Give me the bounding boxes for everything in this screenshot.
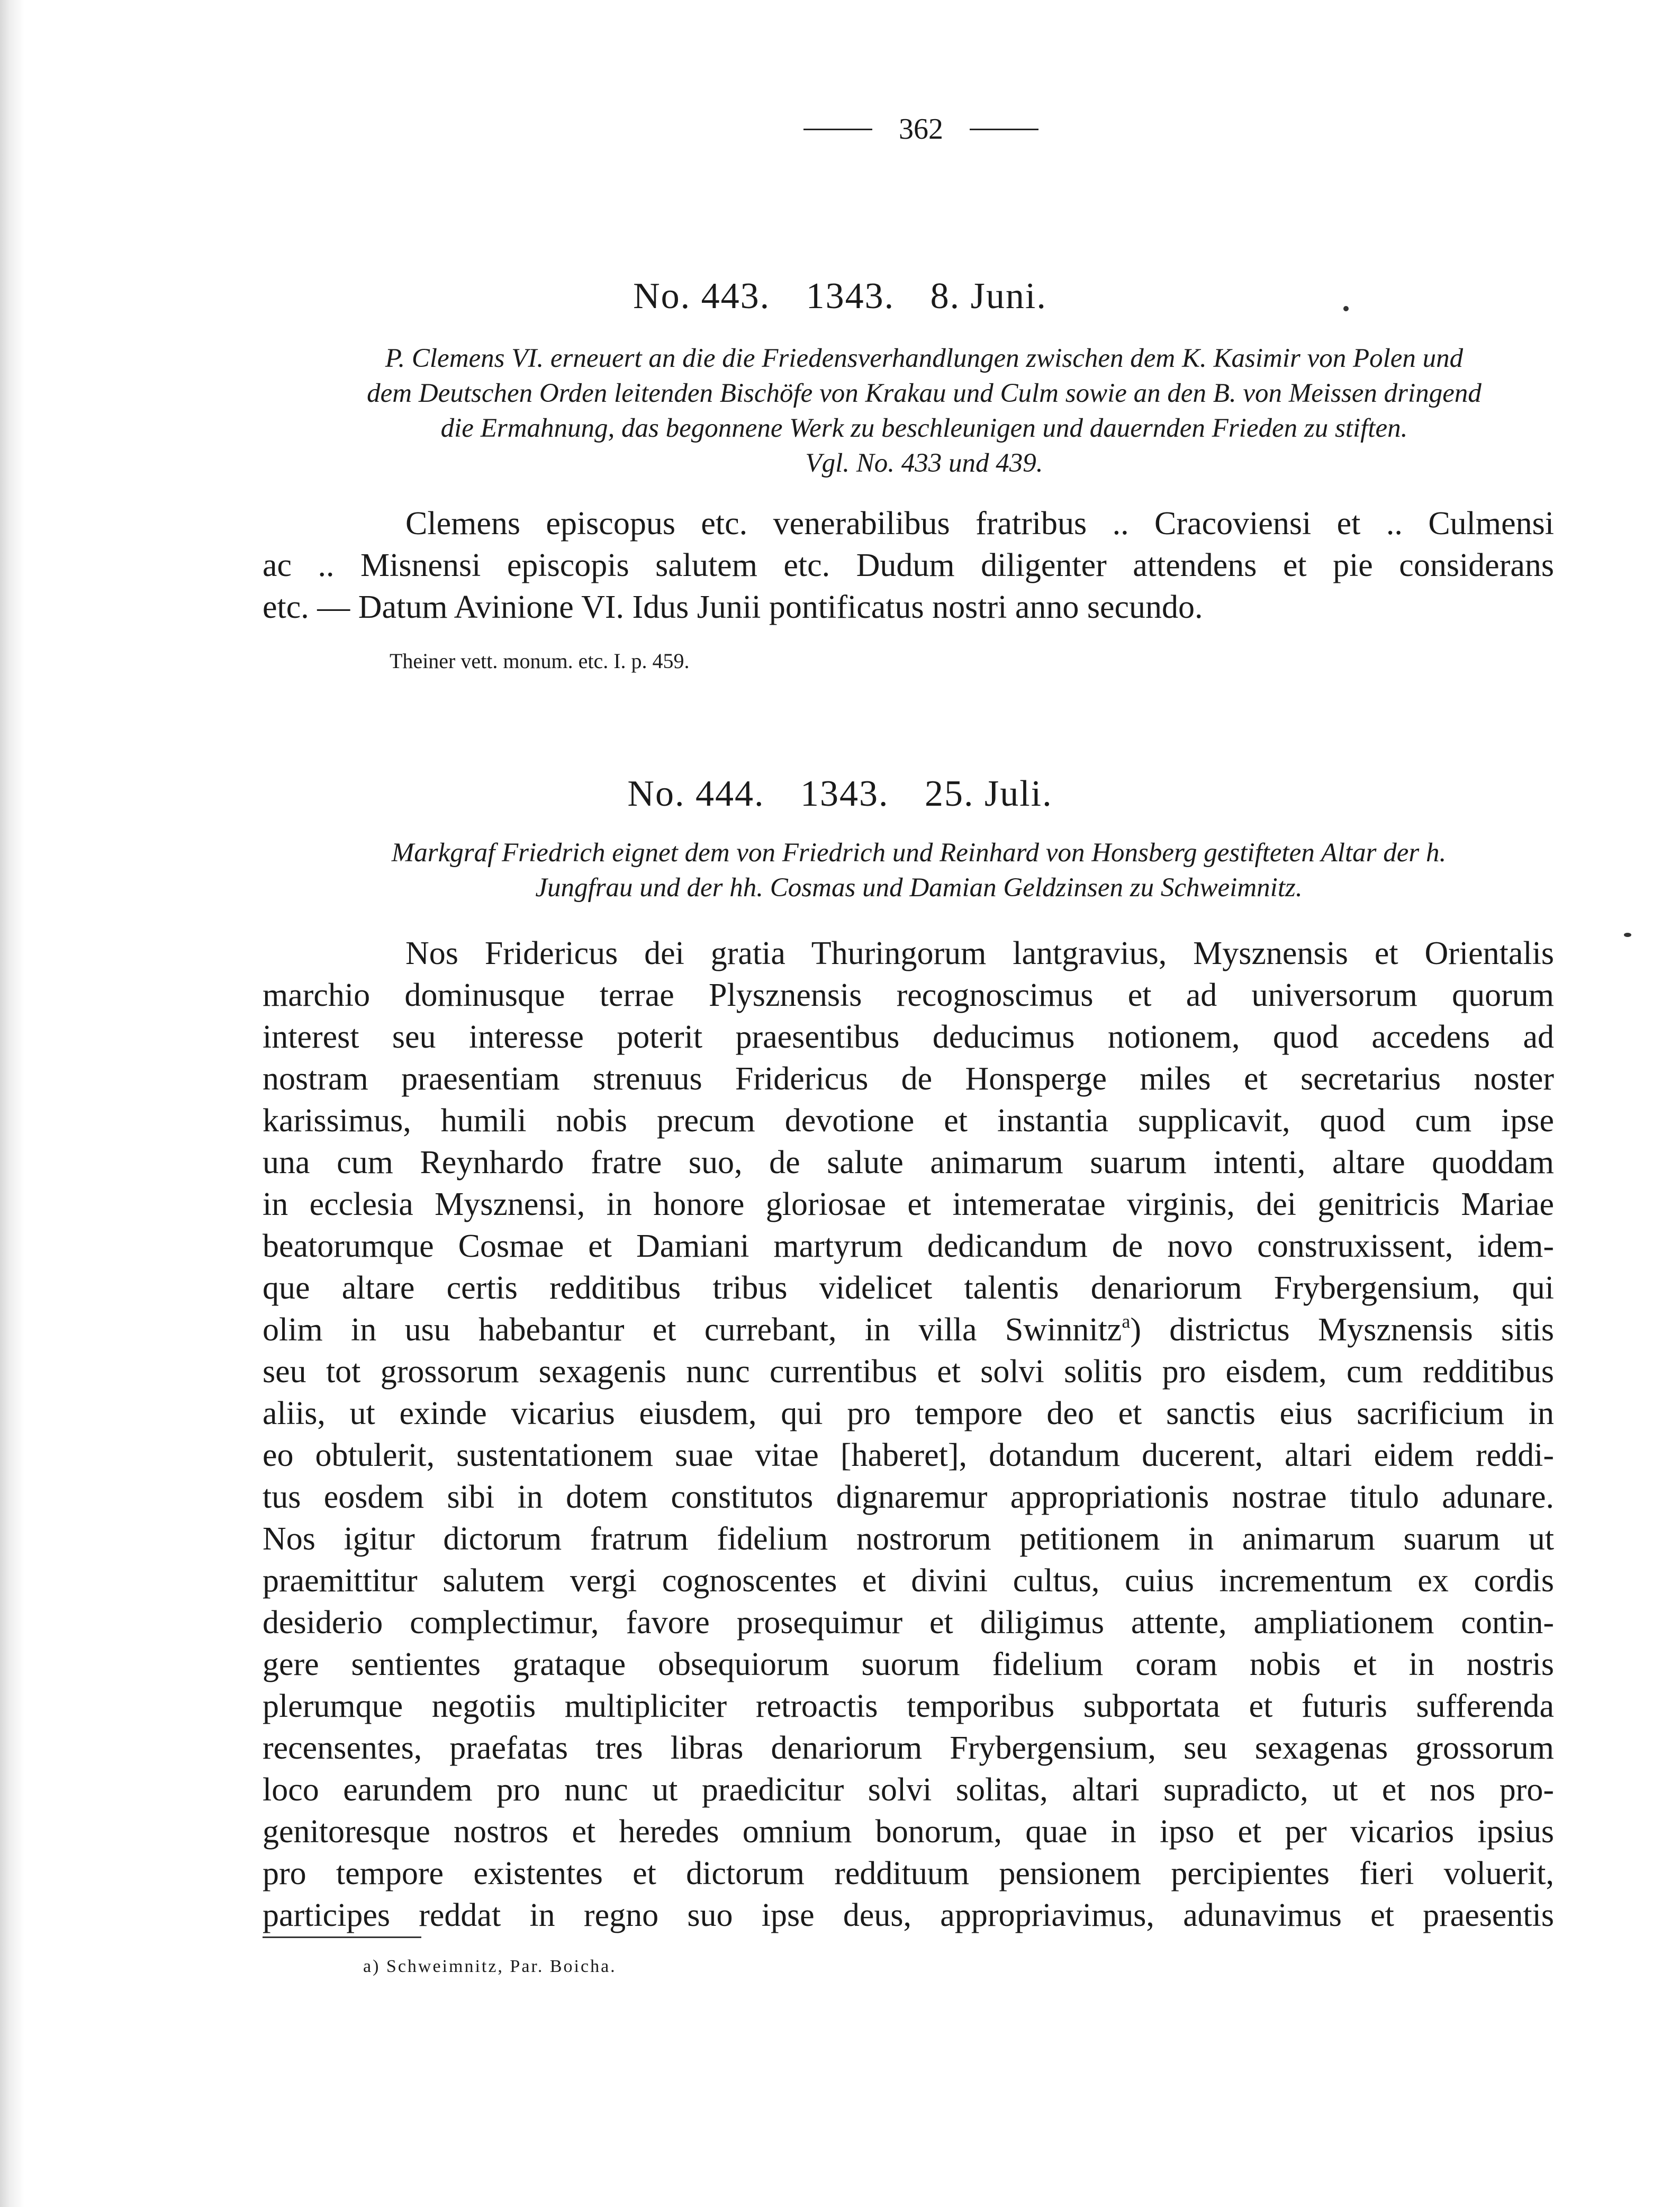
text-line: ac .. Misnensi episcopis salutem etc. Dudum diligenter attendens et pie considerans <box>263 547 1554 583</box>
doc443-source: Theiner vett. monum. etc. I. p. 459. <box>390 649 690 673</box>
text-line: karissimus, humili nobis precum devotione et instantia supplicavit, quod cum ipse <box>263 1103 1554 1139</box>
text-line: nostram praesentiam strenuus Fridericus de Honsperge miles et secretarius noster <box>263 1061 1554 1097</box>
doc443-date: 8. Juni. <box>930 276 1047 317</box>
text-line: Nos igitur dictorum fratrum fidelium nostrorum petitionem in animarum suarum ut <box>263 1521 1554 1557</box>
doc443-number: No. 443. <box>633 276 771 317</box>
regest-line: P. Clemens VI. erneuert an die die Friedensverhandlungen zwischen dem K. Kasimir von Polen und <box>385 344 1464 373</box>
text-segment: olim in usu habebantur et currebant, in villa Swinnitz <box>263 1312 1122 1348</box>
text-line: seu tot grossorum sexagenis nunc currentibus et solvi solitis pro eisdem, cum redditibus <box>263 1354 1554 1390</box>
text-line: una cum Reynhardo fratre suo, de salute animarum suarum intenti, altare quoddam <box>263 1145 1554 1181</box>
text-segment: ) districtus Mysznensis sitis <box>1130 1312 1554 1348</box>
text-line: participes reddat in regno suo ipse deus, appropriavimus, adunavimus et praesentis <box>263 1897 1554 1933</box>
text-line: marchio dominusque terrae Plysznensis recognoscimus et ad universorum quorum <box>263 977 1554 1013</box>
doc444-regest <box>284 835 1554 905</box>
regest-line: Vgl. No. 433 und 439. <box>805 448 1043 478</box>
right-dash <box>970 129 1038 130</box>
scan-speck <box>1343 306 1349 311</box>
text-line: interest seu interesse poterit praesentibus deducimus notionem, quod accedens ad <box>263 1019 1554 1055</box>
text-line: que altare certis redditibus tribus videlicet talentis denariorum Frybergensium, qui <box>263 1270 1554 1306</box>
text-line: desiderio complectimur, favore prosequimur et diligimus attente, ampliationem contin- <box>263 1605 1554 1641</box>
scan-speck <box>1624 933 1631 937</box>
text-line: beatorumque Cosmae et Damiani martyrum dedicandum de novo construxissent, idem- <box>263 1228 1554 1264</box>
doc444-date: 25. Juli. <box>924 773 1053 814</box>
doc444-year: 1343. <box>800 773 889 814</box>
footnote: a) Schweimnitz, Par. Boicha. <box>363 1957 617 1976</box>
page-number-header <box>783 112 1059 146</box>
footnote-rule <box>263 1936 421 1938</box>
text-line: tus eosdem sibi in dotem constitutos dignaremur appropriationis nostrae titulo adunare. <box>263 1479 1554 1515</box>
doc443-year: 1343. <box>806 276 895 317</box>
doc443-text <box>263 503 1554 628</box>
doc443-regest <box>284 341 1565 481</box>
left-dash <box>803 129 872 130</box>
text-line: recensentes, praefatas tres libras denariorum Frybergensium, seu sexagenas grossorum <box>263 1730 1554 1766</box>
text-line: eo obtulerit, sustentationem suae vitae [haberet], dotandum ducerent, altari eidem reddi- <box>263 1437 1554 1473</box>
footnote-marker: a <box>1122 1311 1131 1332</box>
text-line: pro tempore existentes et dictorum reddituum pensionem percipientes fieri voluerit, <box>263 1855 1554 1891</box>
page-number: 362 <box>899 113 943 146</box>
regest-line: die Ermahnung, das begonnene Werk zu beschleunigen und dauernden Frieden zu stiften. <box>440 413 1408 443</box>
scan-gutter <box>0 0 24 2207</box>
regest-line: Jungfrau und der hh. Cosmas und Damian Geldzinsen zu Schweimnitz. <box>535 873 1303 903</box>
text-line: Nos Fridericus dei gratia Thuringorum lantgravius, Mysznensis et Orientalis <box>405 935 1554 971</box>
text-line: loco earundem pro nunc ut praedicitur solvi solitas, altari supradicto, ut et nos pro- <box>263 1772 1554 1808</box>
text-line: etc. — Datum Avinione VI. Idus Junii pontificatus nostri anno secundo. <box>263 589 1203 625</box>
doc444-text <box>263 933 1554 1936</box>
text-line: gere sentientes grataque obsequiorum suorum fidelium coram nobis et in nostris <box>263 1646 1554 1682</box>
text-line: in ecclesia Mysznensi, in honore gloriosae et intemeratae virginis, dei genitricis Mariae <box>263 1186 1554 1222</box>
text-line: plerumque negotiis multipliciter retroactis temporibus subportata et futuris sufferenda <box>263 1688 1554 1724</box>
text-line: praemittitur salutem vergi cognoscentes et divini cultus, cuius incrementum ex cordis <box>263 1563 1554 1599</box>
doc444-heading <box>0 773 1680 815</box>
regest-line: Markgraf Friedrich eignet dem von Friedrich und Reinhard von Honsberg gestifteten Altar der h. <box>391 838 1447 868</box>
text-line: aliis, ut exinde vicarius eiusdem, qui pro tempore deo et sanctis eius sacrificium in <box>263 1395 1554 1431</box>
text-line: genitoresque nostros et heredes omnium bonorum, quae in ipso et per vicarios ipsius <box>263 1814 1554 1850</box>
text-line-with-footnote <box>263 1309 1554 1351</box>
doc444-number: No. 444. <box>627 773 765 814</box>
regest-line: dem Deutschen Orden leitenden Bischöfe von Krakau und Culm sowie an den B. von Meissen dringend <box>367 379 1482 408</box>
doc443-heading <box>0 275 1680 318</box>
text-line: Clemens episcopus etc. venerabilibus fratribus .. Cracoviensi et .. Culmensi <box>405 506 1554 542</box>
